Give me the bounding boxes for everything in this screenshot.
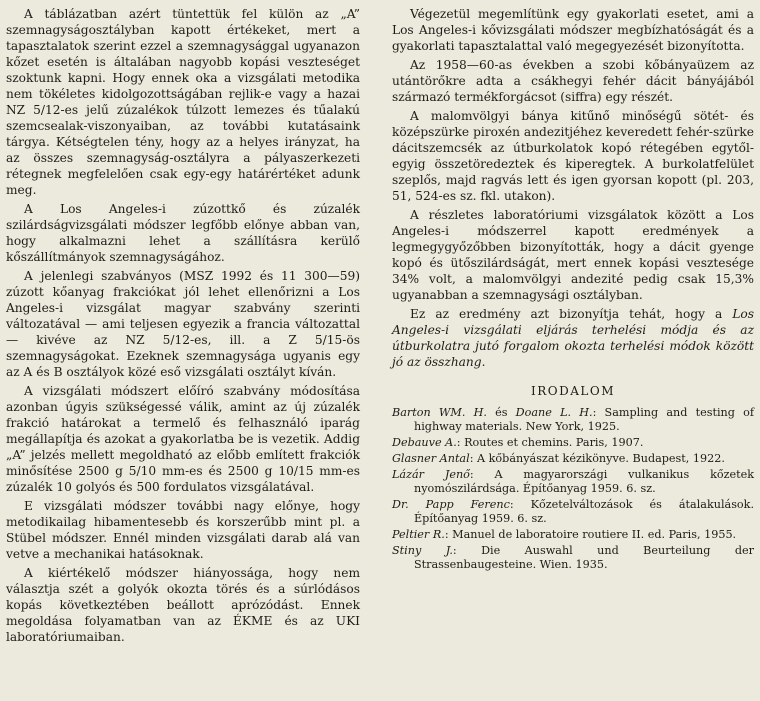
paragraph: A vizsgálati módszert előíró szabvány módosítása azonban úgyis szükségessé válik, amint az új zúzalék frakció határokat a termelő és felhasználó iparág megállapítja és azokat a gyakorlatba be is vezetik. Addig „A” jelzés mellett megoldható az előbb említett frakciók minősítése 2500 g 5/10 mm-es és 2500 g 10/15 mm-es zúzalék 10 golyós és 500 fordulatos vizsgálatával. [6, 384, 360, 494]
reference-text: : Kőzetelváltozások és átalakulások. Építőanyag 1959. 6. sz. [414, 498, 755, 525]
reference-author: Lázár Jenő [392, 468, 470, 481]
reference-author: Debauve A. [392, 436, 457, 449]
paragraph: A Los Angeles-i zúzottkő és zúzalék szilárdságvizsgálati módszer legfőbb előnye abban van, hogy alkalmazni lehet a szállításra kerülő kőszállítmányok szemnagyságához. [6, 202, 360, 264]
reference-author: Barton WM. H. [392, 406, 487, 419]
reference-text: : Manuel de laboratoire routiere II. ed. Paris, 1955. [444, 528, 737, 541]
reference-item [392, 544, 754, 572]
reference-list [392, 406, 754, 572]
references-heading: IRODALOM [531, 384, 615, 398]
paragraph: E vizsgálati módszer további nagy előnye, hogy metodikailag hibamentesebb és korszerűbb mint pl. a Stübel módszer. Ennél minden vizsgálati darab alá van vetve a mechanikai hatásoknak. [6, 499, 360, 561]
reference-text: : Die Auswahl und Beurteilung der Strassenbaugesteine. Wien. 1935. [414, 544, 754, 571]
conclusion-lead: Ez az eredmény azt bizonyítja tehát, hogy a [410, 307, 723, 321]
reference-text: : A kőbányászat kézikönyve. Budapest, 1922. [469, 452, 725, 465]
reference-item [392, 406, 754, 434]
paragraph: A malomvölgyi bánya kitűnő minőségű sötét- és középszürke piroxén andezitjéhez keveredett fehér-szürke dácitszemcsék az útburkolatok kopó rétegében egytől-egyig összetöredeztek és kiperegtek. A burkolatfelület szeplős, majd ragvás lett és igen gyorsan kopott (pl. 203, 51, 524-es sz. fkl. utakon). [392, 109, 754, 203]
paragraph: A kiértékelő módszer hiányossága, hogy nem választja szét a golyók okozta törés és a súrlódásos kopás következtében beállott aprózódást. Ennek megoldása folyamatban van az ÉKME és az UKI laboratóriumaiban. [6, 566, 360, 644]
reference-text: : Routes et chemins. Paris, 1907. [456, 436, 644, 449]
paragraph: A táblázatban azért tüntettük fel külön az „A” szemnagyságosztályban kapott értékeket, mert a tapasztalatok szerint ezzel a szemnagysággal ugyanazon kőzet esetén is általában nagyobb kopási veszteséget szoktunk kapni. Hogy ennek oka a vizsgálati metodika nem tökéletes kidolgozottságában rejlik-e vagy a hazai NZ 5/12-es jelű zúzalékok túlzott lemezes és tűalakú szemcsealak-viszonyaiban, az további kutatásaink tárgya. Kétségtelen tény, hogy az a helyes irányzat, ha az összes szemnagyság-osztályra a pályaszerkezeti rétegnek megfelelően csak egy-egy határértéket adunk meg. [6, 7, 360, 197]
left-column [6, 6, 360, 648]
reference-item [392, 436, 754, 450]
reference-author: Stiny J. [392, 544, 453, 557]
reference-separator: és [486, 406, 516, 419]
reference-item [392, 452, 754, 466]
paragraph: Az 1958—60-as években a szobi kőbányaüzem az utántörőkre adta a csákhegyi fehér dácit bányájából származó termékforgácsot (siffra) egy részét. [392, 58, 754, 104]
reference-author: Doane L. H. [515, 406, 593, 419]
reference-item [392, 468, 754, 496]
paragraph: A részletes laboratóriumi vizsgálatok között a Los Angeles-i módszerrel kapott eredmények a legmegygyőzőbben bizonyították, hogy a dácit gyenge kopó és ütőszilárdságát, mert ennek kopási vesztesége 34% volt, a malomvölgyi andezité pedig csak 15,3% ugyanabban a szemnagysági osztályban. [392, 208, 754, 302]
reference-item [392, 498, 754, 526]
reference-text: : A magyarországi vulkanikus kőzetek nyomószilárdsága. Építőanyag 1959. 6. sz. [414, 468, 754, 495]
conclusion-italic: Los Angeles-i vizsgálati eljárás terhelési módja és az útburkolatra jutó forgalom okozta terhelési módok között jó az összhang. [392, 307, 754, 369]
conclusion-paragraph [392, 306, 754, 370]
paragraph: Végezetül megemlítünk egy gyakorlati esetet, ami a Los Angeles-i kővizsgálati módszer megbízhatóságát és a gyakorlati tapasztalattal való megegyezését bizonyította. [392, 7, 754, 53]
right-column [392, 6, 754, 574]
paragraph: A jelenlegi szabványos (MSZ 1992 és 11 300—59) zúzott kőanyag frakciókat jól lehet ellenőrizni a Los Angeles-i vizsgálat magyar szabvány szerinti változatával — ami teljesen egyezik a francia változattal — kivéve az NZ 5/12-es, ill. a Z 5/15-ös szemnagyságokat. Ezeknek szemnagysága ugyanis egy az A és B osztályok közé eső vizsgálati osztályt kíván. [6, 269, 360, 379]
reference-text: : Sampling and testing of highway materials. New York, 1925. [414, 406, 754, 433]
reference-author: Glasner Antal [392, 452, 470, 465]
reference-author: Dr. Papp Ferenc [392, 498, 510, 511]
reference-item [392, 528, 754, 542]
reference-author: Peltier R. [392, 528, 445, 541]
